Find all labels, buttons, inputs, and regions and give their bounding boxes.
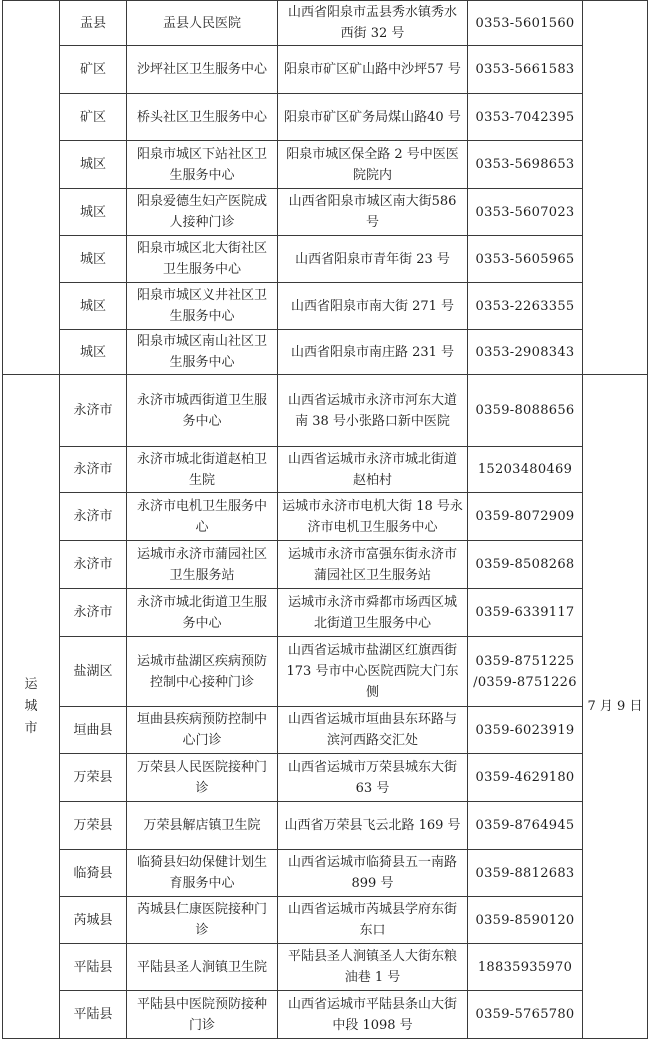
- city-cell: [3, 1, 60, 375]
- address-cell: 山西省阳泉市盂县秀水镇秀水西街 32 号: [278, 1, 468, 46]
- table-row: [3, 802, 648, 850]
- site-name-cell: 盂县人民医院: [127, 1, 278, 46]
- site-name-cell: 阳泉市城区南山社区卫生服务中心: [127, 330, 278, 375]
- address-cell: 山西省万荣县飞云北路 169 号: [278, 802, 468, 850]
- district-cell: 城区: [60, 283, 127, 330]
- site-name-cell: 阳泉爱德生妇产医院成人接种门诊: [127, 189, 278, 236]
- table-row: [3, 46, 648, 94]
- district-cell: 矿区: [60, 46, 127, 94]
- address-cell: 山西省阳泉市南庄路 231 号: [278, 330, 468, 375]
- district-cell: 平陆县: [60, 944, 127, 991]
- address-cell: 山西省运城市垣曲县东环路与滨河西路交汇处: [278, 707, 468, 754]
- district-cell: 城区: [60, 330, 127, 375]
- site-name-cell: 平陆县中医院预防接种门诊: [127, 991, 278, 1039]
- address-cell: 山西省运城市永济市城北街道赵柏村: [278, 447, 468, 493]
- address-cell: 阳泉市城区保全路 2 号中医医院院内: [278, 141, 468, 189]
- city-name: 运城市: [24, 676, 38, 736]
- phone-cell: 0353-5661583: [468, 46, 583, 94]
- table-row: [3, 754, 648, 802]
- district-cell: 平陆县: [60, 991, 127, 1039]
- table-body: [3, 1, 648, 1039]
- city-cell: [3, 375, 60, 1039]
- address-cell: 山西省运城市永济市河东大道南 38 号小张路口新中医院: [278, 375, 468, 447]
- site-name-cell: 万荣县人民医院接种门诊: [127, 754, 278, 802]
- district-cell: 万荣县: [60, 802, 127, 850]
- district-cell: 永济市: [60, 375, 127, 447]
- district-cell: 盐湖区: [60, 637, 127, 707]
- address-cell: 运城市永济市富强东街永济市蒲园社区卫生服务站: [278, 541, 468, 589]
- table-row: [3, 1, 648, 46]
- address-cell: 阳泉市矿区矿务局煤山路40 号: [278, 94, 468, 141]
- address-cell: 山西省运城市盐湖区红旗西街 173 号市中心医院西院大门东侧: [278, 637, 468, 707]
- phone-cell: 0353-5605965: [468, 236, 583, 283]
- site-name-cell: 永济市城北街道卫生服务中心: [127, 589, 278, 637]
- phone-cell: 0353-2263355: [468, 283, 583, 330]
- phone-cell: 0359-8072909: [468, 493, 583, 541]
- table-row: [3, 189, 648, 236]
- district-cell: 矿区: [60, 94, 127, 141]
- site-name-cell: 平陆县圣人涧镇卫生院: [127, 944, 278, 991]
- table-row: [3, 330, 648, 375]
- table-row: [3, 637, 648, 707]
- district-cell: 临猗县: [60, 850, 127, 897]
- phone-cell: 0359-8751225 /0359-8751226: [468, 637, 583, 707]
- address-cell: 山西省运城市平陆县条山大街中段 1098 号: [278, 991, 468, 1039]
- phone-cell: 0353-2908343: [468, 330, 583, 375]
- table-row: [3, 991, 648, 1039]
- table-row: [3, 447, 648, 493]
- table-row: [3, 589, 648, 637]
- table-row: [3, 236, 648, 283]
- table-row: [3, 94, 648, 141]
- address-cell: 运城市永济市舜都市场西区城北街道卫生服务中心: [278, 589, 468, 637]
- address-cell: 平陆县圣人涧镇圣人大街东粮油巷 1 号: [278, 944, 468, 991]
- table-row: [3, 141, 648, 189]
- phone-cell: 0359-8590120: [468, 897, 583, 944]
- district-cell: 永济市: [60, 447, 127, 493]
- site-name-cell: 桥头社区卫生服务中心: [127, 94, 278, 141]
- site-name-cell: 沙坪社区卫生服务中心: [127, 46, 278, 94]
- site-name-cell: 阳泉市城区义井社区卫生服务中心: [127, 283, 278, 330]
- address-cell: 山西省运城市临猗县五一南路 899 号: [278, 850, 468, 897]
- site-name-cell: 芮城县仁康医院接种门诊: [127, 897, 278, 944]
- date-cell: 7 月 9 日: [583, 375, 648, 1039]
- district-cell: 万荣县: [60, 754, 127, 802]
- table-row: [3, 375, 648, 447]
- phone-cell: 0353-5607023: [468, 189, 583, 236]
- address-cell: 山西省运城市芮城县学府东街东口: [278, 897, 468, 944]
- address-cell: 山西省阳泉市城区南大街586 号: [278, 189, 468, 236]
- table-row: [3, 707, 648, 754]
- table-row: [3, 944, 648, 991]
- district-cell: 永济市: [60, 541, 127, 589]
- district-cell: 垣曲县: [60, 707, 127, 754]
- site-name-cell: 阳泉市城区北大街社区卫生服务中心: [127, 236, 278, 283]
- address-cell: 阳泉市矿区矿山路中沙坪57 号: [278, 46, 468, 94]
- site-name-cell: 阳泉市城区下站社区卫生服务中心: [127, 141, 278, 189]
- date-cell: [583, 1, 648, 375]
- phone-cell: 15203480469: [468, 447, 583, 493]
- table-row: [3, 897, 648, 944]
- table-row: [3, 283, 648, 330]
- district-cell: 城区: [60, 236, 127, 283]
- site-name-cell: 永济市电机卫生服务中心: [127, 493, 278, 541]
- site-name-cell: 垣曲县疾病预防控制中心门诊: [127, 707, 278, 754]
- site-name-cell: 临猗县妇幼保健计划生育服务中心: [127, 850, 278, 897]
- site-name-cell: 永济市城北街道赵柏卫生院: [127, 447, 278, 493]
- phone-cell: 18835935970: [468, 944, 583, 991]
- table-row: [3, 541, 648, 589]
- phone-cell: 0353-5698653: [468, 141, 583, 189]
- phone-cell: 0353-7042395: [468, 94, 583, 141]
- site-name-cell: 运城市盐湖区疾病预防控制中心接种门诊: [127, 637, 278, 707]
- table-row: [3, 850, 648, 897]
- phone-cell: 0359-8088656: [468, 375, 583, 447]
- phone-cell: 0353-5601560: [468, 1, 583, 46]
- phone-cell: 0359-6339117: [468, 589, 583, 637]
- site-name-cell: 万荣县解店镇卫生院: [127, 802, 278, 850]
- address-cell: 运城市永济市电机大街 18 号永济市电机卫生服务中心: [278, 493, 468, 541]
- district-cell: 城区: [60, 141, 127, 189]
- vaccination-site-table: [2, 0, 648, 1039]
- phone-cell: 0359-8812683: [468, 850, 583, 897]
- phone-cell: 0359-4629180: [468, 754, 583, 802]
- table-row: [3, 493, 648, 541]
- address-cell: 山西省阳泉市青年街 23 号: [278, 236, 468, 283]
- phone-cell: 0359-6023919: [468, 707, 583, 754]
- phone-cell: 0359-5765780: [468, 991, 583, 1039]
- address-cell: 山西省运城市万荣县城东大街 63 号: [278, 754, 468, 802]
- district-cell: 永济市: [60, 493, 127, 541]
- address-cell: 山西省阳泉市南大街 271 号: [278, 283, 468, 330]
- district-cell: 永济市: [60, 589, 127, 637]
- site-name-cell: 永济市城西街道卫生服务中心: [127, 375, 278, 447]
- phone-cell: 0359-8508268: [468, 541, 583, 589]
- site-name-cell: 运城市永济市蒲园社区卫生服务站: [127, 541, 278, 589]
- district-cell: 芮城县: [60, 897, 127, 944]
- district-cell: 城区: [60, 189, 127, 236]
- district-cell: 盂县: [60, 1, 127, 46]
- phone-cell: 0359-8764945: [468, 802, 583, 850]
